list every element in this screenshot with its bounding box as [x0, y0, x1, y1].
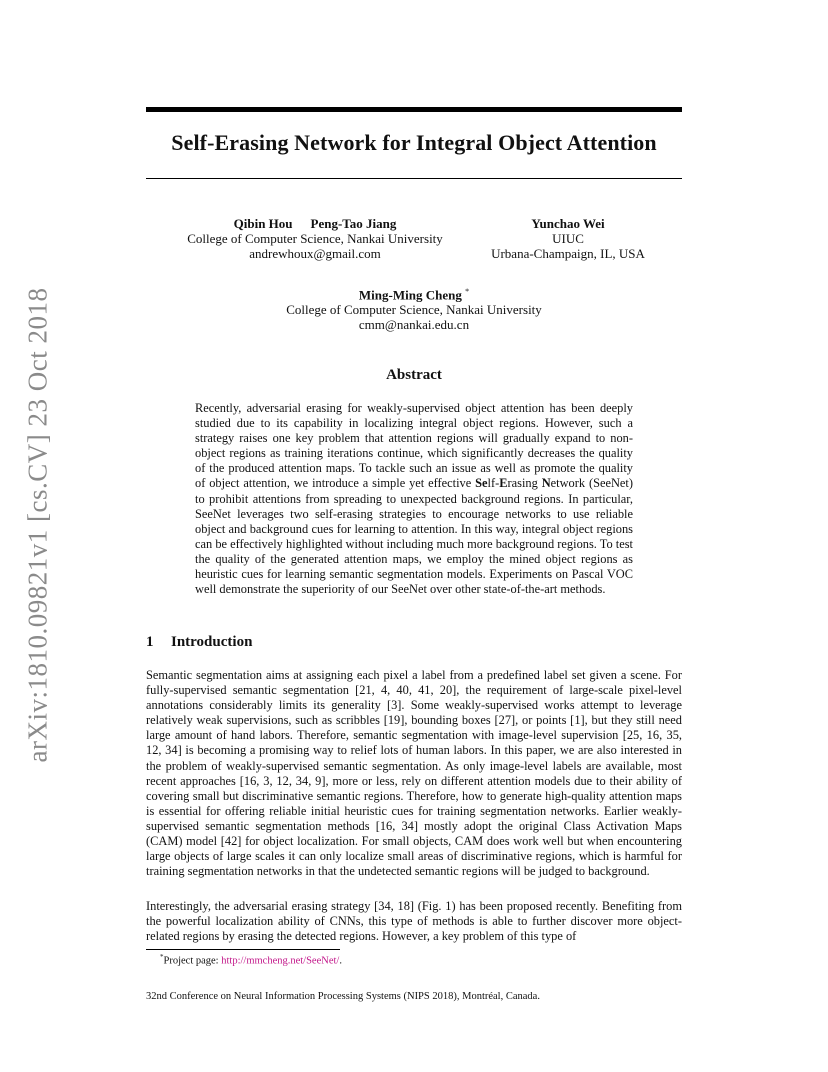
author-name: Yunchao Wei — [531, 216, 605, 231]
arxiv-identifier-stamp: arXiv:1810.09821v1 [cs.CV] 23 Oct 2018 — [22, 287, 53, 763]
body-paragraph: Semantic segmentation aims at assigning each pixel a label from a predefined label set given a scene. For fully-supervised semantic segmentation [21, 4, 40, 41, 20], the requirement of large-scale pixel-level annotations considerably limits its generality [3]. Some weakly-supervised works attempt to leverage relatively weak supervisions, such as scribbles [19], bounding boxes [27], or points [1], but they still need large amount of hand labors. Therefore, semantic segmentation with image-level supervision [25, 16, 35, 12, 34] is becoming a promising way to relief lots of human labors. In this paper, we are also interested in the problem of weakly-supervised semantic segmentation. As only image-level labels are available, most recent approaches [16, 3, 12, 34, 9], more or less, rely on different attention models due to their ability of covering small but discriminative semantic regions. Therefore, how to generate high-quality attention maps is essential for offering reliable initial heuristic cues for training segmentation networks. Earlier weakly-supervised semantic segmentation methods [16, 34] mostly adopt the original Class Activation Maps (CAM) model [42] for object localization. For small objects, CAM does work well but when encountering large objects of large scales it can only localize small areas of discriminative regions, which is harmful for training segmentation networks in that the undetected semantic regions will be judged to background. — [146, 668, 682, 879]
author-name: Qibin Hou — [233, 216, 293, 231]
footnote-rule — [146, 949, 340, 950]
author-affiliation: UIUC — [552, 231, 584, 246]
title-top-rule — [146, 107, 682, 112]
author-block-3 — [214, 284, 614, 332]
body-paragraph: Interestingly, the adversarial erasing strategy [34, 18] (Fig. 1) has been proposed recently. Benefiting from the powerful localization ability of CNNs, this type of methods is able to further discover more object-related regions by erasing the detected regions. However, a key problem of this type of — [146, 899, 682, 944]
section-number: 1 — [146, 634, 154, 650]
paper-title: Self-Erasing Network for Integral Object Attention — [171, 130, 657, 155]
conference-footer: 32nd Conference on Neural Information Processing Systems (NIPS 2018), Montréal, Canada. — [146, 991, 540, 1002]
author-affiliation: College of Computer Science, Nankai University — [286, 302, 542, 318]
footnote: *Project page: http://mmcheng.net/SeeNet/. — [160, 953, 342, 967]
author-location: Urbana-Champaign, IL, USA — [491, 246, 645, 261]
section-title: Introduction — [171, 634, 253, 650]
author-block-1 — [160, 216, 470, 261]
abstract-text: Recently, adversarial erasing for weakly-supervised object attention has been deeply studied due to its capability in localizing integral object regions. However, such a strategy raises one key problem that attention regions will gradually expand to non-object regions as training iterations continue, which significantly decreases the quality of the produced attention maps. To tackle such an issue as well as promote the quality of object attention, we introduce a simple yet effective Self-Erasing Network (SeeNet) to prohibit attentions from spreading to unexpected background regions. In particular, SeeNet leverages two self-erasing strategies to encourage networks to use reliable object and background cues for learning to attention. In this way, integral object regions can be effectively highlighted without including much more background regions. To test the quality of the generated attention maps, we employ the mined object regions as heuristic cues for learning semantic segmentation models. Experiments on Pascal VOC well demonstrate the superiority of our SeeNet over other state-of-the-art methods. — [195, 401, 633, 597]
author-email: andrewhoux@gmail.com — [249, 246, 381, 261]
author-name: Ming-Ming Cheng — [358, 287, 462, 303]
author-affiliation: College of Computer Science, Nankai University — [187, 231, 443, 246]
footnote-marker: * — [160, 953, 164, 961]
title-bottom-rule — [146, 178, 682, 179]
corresponding-author-marker: * — [465, 287, 470, 296]
author-email: cmm@nankai.edu.cn — [358, 317, 470, 333]
abstract-heading: Abstract — [386, 367, 442, 383]
author-name: Peng-Tao Jiang — [310, 216, 397, 231]
section-heading-introduction — [146, 634, 252, 651]
footnote-label: Project page: — [163, 955, 222, 967]
author-block-2 — [478, 216, 658, 261]
project-page-link[interactable]: http://mmcheng.net/SeeNet/ — [221, 955, 340, 967]
